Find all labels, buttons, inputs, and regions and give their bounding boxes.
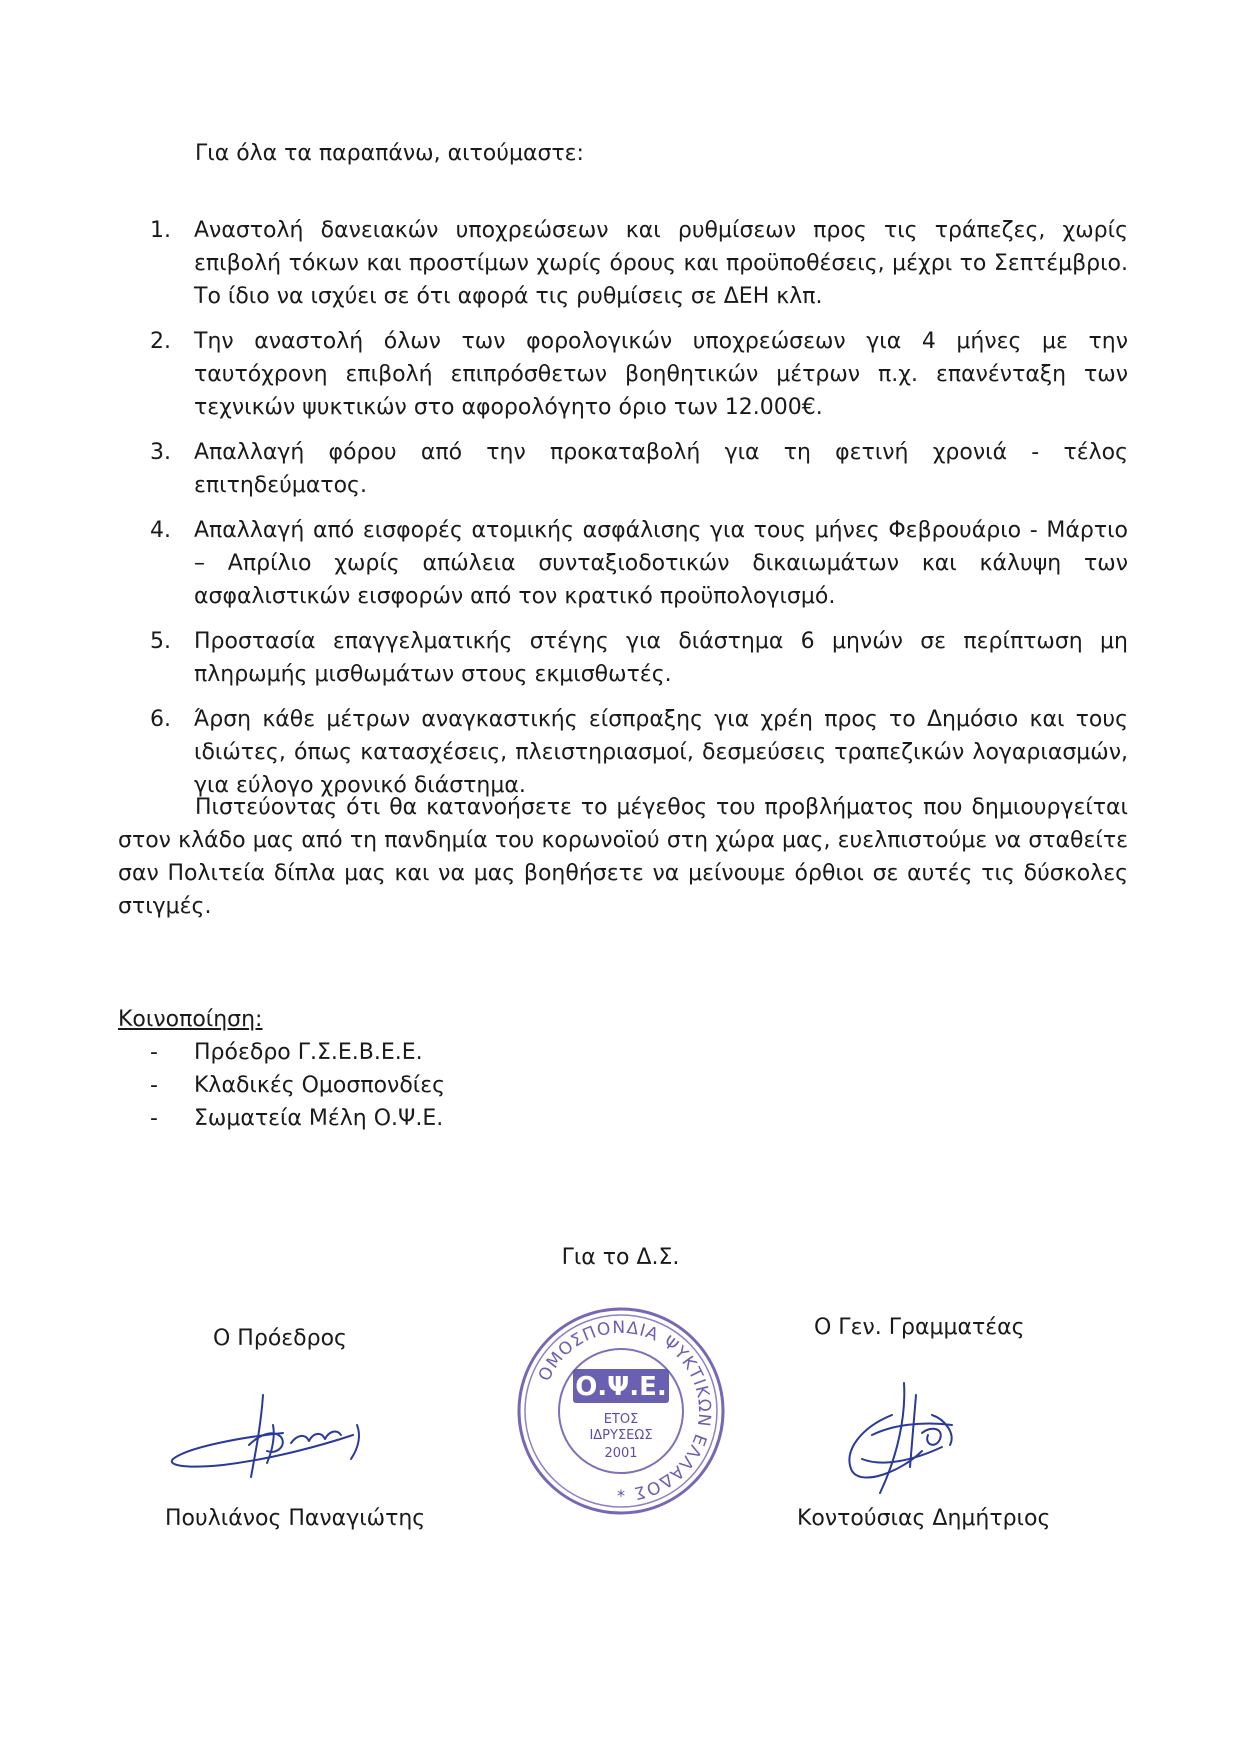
demand-text: Άρση κάθε μέτρων αναγκαστικής είσπραξης για χρέη προς το Δημόσιο και τους ιδιώτες, όπως κατασχέσεις, πλειστηριασμοί, δεσμεύσεις τραπεζικών λογαριασμών, για εύλογο χρονικό διάστημα. xyxy=(194,707,1128,798)
cc-bullet: - xyxy=(150,1040,158,1065)
demand-number: 1. xyxy=(150,218,171,243)
stamp-star-icon: * xyxy=(617,1486,625,1505)
cc-heading: Κοινοποίηση: xyxy=(118,1007,263,1032)
stamp-line-1: ΕΤΟΣ xyxy=(603,1412,639,1427)
president-name: Πουλιάνος Παναγιώτης xyxy=(165,1506,426,1531)
demand-item-1 xyxy=(150,214,1128,313)
demand-item-2 xyxy=(150,325,1128,424)
demand-text: Αναστολή δανειακών υποχρεώσεων και ρυθμίσεων προς τις τράπεζες, χωρίς επιβολή τόκων και προστίμων χωρίς όρους και προϋποθέσεις, μέχρι το Σεπτέμβριο. Το ίδιο να ισχύει σε ότι αφορά τις ρυθμίσεις σε ΔΕΗ κλπ. xyxy=(194,218,1128,309)
intro-text: Για όλα τα παραπάνω, αιτούμαστε: xyxy=(195,141,584,166)
demand-item-4 xyxy=(150,514,1128,613)
cc-item xyxy=(150,1036,445,1069)
secretary-title: Ο Γεν. Γραμματέας xyxy=(814,1315,1025,1340)
secretary-signature xyxy=(832,1375,972,1505)
demand-item-5 xyxy=(150,625,1128,691)
demand-item-6 xyxy=(150,703,1128,802)
cc-bullet: - xyxy=(150,1106,158,1131)
demand-number: 4. xyxy=(150,518,171,543)
demand-number: 6. xyxy=(150,707,171,732)
president-signature xyxy=(163,1385,403,1485)
cc-item xyxy=(150,1069,445,1102)
demand-text: Την αναστολή όλων των φορολογικών υποχρεώσεων για 4 μήνες με την ταυτόχρονη επιβολή επιπρόσθετων βοηθητικών μέτρων π.χ. επανένταξη των τεχνικών ψυκτικών στο αφορολόγητο όριο των 12.000€. xyxy=(194,329,1128,420)
demand-text: Προστασία επαγγελματικής στέγης για διάστημα 6 μηνών σε περίπτωση μη πληρωμής μισθωμάτων στους εκμισθωτές. xyxy=(194,629,1128,687)
cc-item-text: Κλαδικές Ομοσπονδίες xyxy=(194,1073,446,1098)
cc-item xyxy=(150,1102,445,1135)
organization-stamp xyxy=(515,1305,727,1517)
cc-bullet: - xyxy=(150,1073,158,1098)
closing-paragraph: Πιστεύοντας ότι θα κατανοήσετε το μέγεθος του προβλήματος που δημιουργείται στον κλάδο μας από τη πανδημία του κορωνοϊού στη χώρα μας, ευελπιστούμε να σταθείτε σαν Πολιτεία δίπλα μας και να μας βοηθήσετε να μείνουμε όρθιοι σε αυτές τις δύσκολες στιγμές. xyxy=(118,795,1128,919)
demand-item-3 xyxy=(150,436,1128,502)
demand-number: 2. xyxy=(150,329,171,354)
demand-text: Απαλλαγή φόρου από την προκαταβολή για τη φετινή χρονιά - τέλος επιτηδεύματος. xyxy=(194,440,1128,498)
svg-text:ΟΜΟΣΠΟΝΔΙΑ ΨΥΚΤΙΚΩΝ ΕΛΛΑΔΟΣ xyxy=(535,1318,714,1503)
stamp-ring-text: ΟΜΟΣΠΟΝΔΙΑ ΨΥΚΤΙΚΩΝ ΕΛΛΑΔΟΣ xyxy=(534,1317,715,1503)
secretary-name: Κοντούσιας Δημήτριος xyxy=(797,1506,1051,1531)
president-title: Ο Πρόεδρος xyxy=(213,1326,347,1351)
demand-number: 3. xyxy=(150,440,171,465)
cc-item-text: Σωματεία Μέλη Ο.Ψ.Ε. xyxy=(194,1106,444,1131)
demands-list xyxy=(150,214,1128,814)
stamp-year: 2001 xyxy=(604,1446,638,1461)
demand-number: 5. xyxy=(150,629,171,654)
stamp-center-text: Ο.Ψ.Ε. xyxy=(575,1372,667,1402)
stamp-line-2: ΙΔΡΥΣΕΩΣ xyxy=(589,1428,653,1443)
cc-list xyxy=(150,1036,445,1135)
for-board-label: Για το Δ.Σ. xyxy=(561,1245,680,1270)
demand-text: Απαλλαγή από εισφορές ατομικής ασφάλισης για τους μήνες Φεβρουάριο - Μάρτιο – Απρίλιο χωρίς απώλεια συνταξιοδοτικών δικαιωμάτων και κάλυψη των ασφαλιστικών εισφορών από τον κρατικό προϋπολογισμό. xyxy=(194,518,1128,609)
cc-item-text: Πρόεδρο Γ.Σ.Ε.Β.Ε.Ε. xyxy=(194,1040,423,1065)
